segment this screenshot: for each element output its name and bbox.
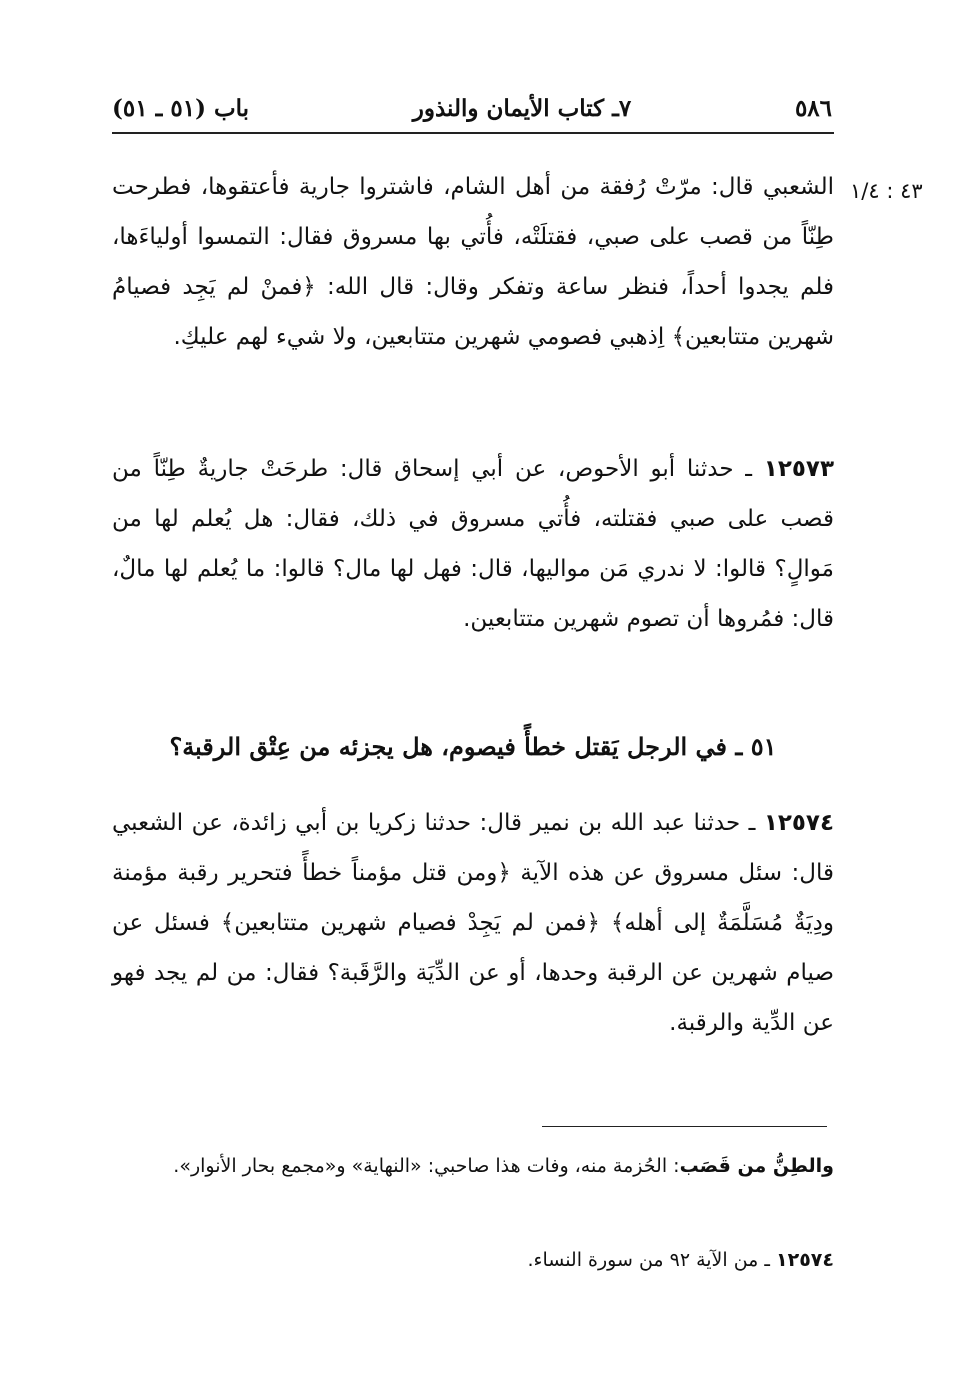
footnote-1-lead: والطِنُّ من قَصَب: [679, 1155, 834, 1177]
section-heading: ٥١ ـ في الرجل يَقتل خطأً فيصوم، هل يجزئه من عِتْق الرقبة؟: [169, 732, 777, 761]
footnote-1-paragraph: [112, 1146, 834, 1186]
side-reference: ٤٣ : ١/٤: [850, 179, 923, 203]
entry-12574-paragraph: [112, 798, 834, 1048]
footnote-2-number: ١٢٥٧٤: [776, 1249, 834, 1271]
entry-12573-number: ١٢٥٧٣: [763, 456, 834, 482]
entry-12572-text: الشعبي قال: مرّتْ رُفقة من أهل الشام، فاشتروا جارية فأعتقوها، فطرحت طِنّاً من قصب على صبي، فقتلَتْه، فأُتي بها مسروق فقال: التمسوا أولياءَها، فلم يجدوا أحداً، فنظر ساعة وتفكر وقال: قال الله: ﴿فمنْ لم يَجِد فصيامُ شهرين متتابعين﴾ اِذهبي فصومي شهرين متتابعين، ولا شيء لهم عليكِ.: [112, 174, 834, 350]
footnote-2-text: ـ من الآية ٩٢ من سورة النساء.: [527, 1249, 770, 1271]
entry-12574-number: ١٢٥٧٤: [763, 810, 835, 836]
entry-12573-paragraph: [112, 444, 834, 644]
chapter-range: باب (٥١ ـ ٥١): [112, 94, 250, 122]
footnote-divider: [542, 1126, 827, 1127]
entry-12574-text: ـ حدثنا عبد الله بن نمير قال: حدثنا زكريا بن أبي زائدة، عن الشعبي قال: سئل مسروق عن هذه الآية ﴿ومن قتل مؤمناً خطأً فتحرير رقبة مؤمنة ودِيَةٌ مُسَلَّمَةٌ إلى أهله﴾ ﴿فمن لم يَجِدْ فصيام شهرين متتابعين﴾ فسئل عن صيام شهرين عن الرقبة وحدها، أو عن الدِّيَة والرَّقَبة؟ فقال: من لم يجد فهو عن الدِّية والرقبة.: [112, 810, 834, 1036]
page-number: ٥٨٦: [794, 94, 832, 122]
entry-12572: [112, 162, 834, 362]
footnote-1: [112, 1146, 834, 1186]
footnote-1-text: : الحُزمة منه، وفات هذا صاحبي: «النهاية» و«مجمع بحار الأنوار».: [173, 1155, 680, 1177]
footnote-2: [112, 1240, 834, 1280]
footnote-2-paragraph: [112, 1240, 834, 1280]
book-title: ٧ـ كتاب الأيمان والنذور: [412, 94, 632, 122]
entry-12574: [112, 798, 834, 1048]
header-divider: [112, 132, 834, 134]
entry-12573-text: ـ حدثنا أبو الأحوص، عن أبي إسحاق قال: طرحَتْ جاريةٌ طِنّاً من قصب على صبي فقتلته، فأُتي مسروق في ذلك، فقال: هل يُعلم لها من مَوالٍ؟ قالوا: لا ندري مَن مواليها، قال: فهل لها مال؟ قالوا: ما يُعلم لها مالٌ، قال: فمُروها أن تصوم شهرين متتابعين.: [112, 456, 834, 632]
page-header: [112, 88, 832, 128]
entry-12573: [112, 444, 834, 644]
